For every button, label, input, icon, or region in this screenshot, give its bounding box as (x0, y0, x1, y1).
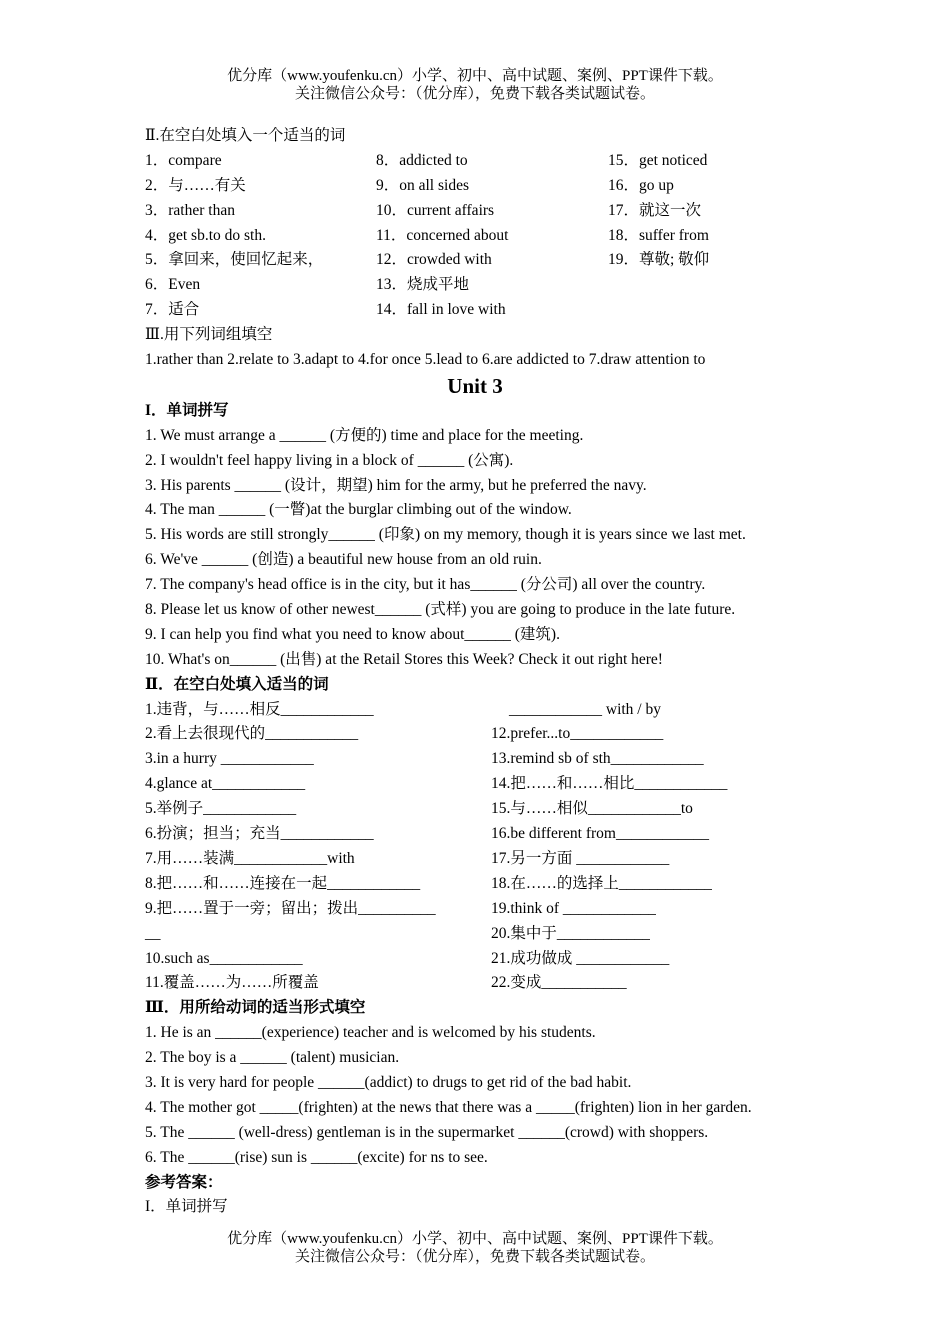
fill-blank-item: 4.glance at____________ (145, 775, 306, 793)
spelling-question: 5. His words are still strongly______ (印象) on my memory, though it is years since we last met. (145, 526, 746, 544)
vocab-row (145, 174, 815, 199)
vocab-item: 6．Even (145, 276, 201, 294)
vocab-item: 1．compare (145, 151, 222, 169)
fill-blank-item: 5.举例子____________ (145, 800, 297, 818)
vocab-item: 14．fall in love with (376, 301, 506, 319)
verb-form-question: 2. The boy is a ______ (talent) musician. (145, 1049, 400, 1067)
verb-form-question: 6. The ______(rise) sun is ______(excite) for ns to see. (145, 1148, 488, 1166)
spelling-question: 3. His parents ______ (设计，期望) him for the army, but he preferred the navy. (145, 476, 647, 494)
fill-blank-row (145, 797, 815, 822)
fill-blank-row (145, 847, 815, 872)
section1-heading: I．单词拼写 (145, 401, 229, 419)
answers-subheading: I．单词拼写 (145, 1198, 228, 1216)
fill-blank-item: 22.变成___________ (491, 974, 627, 992)
fill-blank-item: 3.in a hurry ____________ (145, 750, 314, 768)
verb-form-question: 3. It is very hard for people ______(addict) to drugs to get rid of the bad habit. (145, 1073, 632, 1091)
verb-form-question: 1. He is an ______(experience) teacher and is welcomed by his students. (145, 1024, 596, 1042)
spelling-question: 10. What's on______ (出售) at the Retail Stores this Week? Check it out right here! (145, 650, 663, 668)
vocab-item: 5．拿回来，使回忆起来， (145, 251, 324, 269)
fill-blank-row (145, 922, 815, 947)
verb-form-question: 5. The ______ (well-dress) gentleman is in the supermarket ______(crowd) with shoppers. (145, 1123, 709, 1141)
prev-section3-answers: 1.rather than 2.relate to 3.adapt to 4.for once 5.lead to 6.are addicted to 7.draw attention to (145, 351, 706, 369)
fill-blank-row (145, 822, 815, 847)
vocab-row (145, 298, 815, 323)
spelling-question: 2. I wouldn't feel happy living in a block of ______ (公寓). (145, 451, 514, 469)
vocab-item: 17．就这一次 (608, 201, 702, 219)
vocab-row (145, 199, 815, 224)
spelling-question: 8. Please let us know of other newest______ (式样) you are going to produce in the late future. (145, 601, 736, 619)
vocab-item: 12．crowded with (376, 251, 492, 269)
page-header (0, 67, 950, 103)
vocab-item: 15．get noticed (608, 151, 708, 169)
vocab-item: 19．尊敬; 敬仰 (608, 251, 710, 269)
prev-section2-grid (145, 149, 815, 323)
fill-blank-item: ____________ with / by (509, 700, 661, 718)
page-footer (0, 1230, 950, 1266)
fill-blank-item: 7.用……装满____________with (145, 849, 355, 867)
fill-blank-row (145, 698, 815, 723)
fill-blank-item: 21.成功做成 ____________ (491, 949, 670, 967)
fill-blank-item: 9.把……置于一旁；留出；拨出__________ (145, 899, 436, 917)
fill-blank-item: 11.覆盖……为……所覆盖 (145, 974, 319, 992)
footer-line-2: 关注微信公众号：（优分库），免费下载各类试题试卷。 (294, 1249, 655, 1265)
spelling-question: 6. We've ______ (创造) a beautiful new house from an old ruin. (145, 551, 542, 569)
vocab-item: 11．concerned about (376, 226, 509, 244)
fill-blank-item: 2.看上去很现代的____________ (145, 725, 359, 743)
section3-heading: Ⅲ．用所给动词的适当形式填空 (145, 999, 366, 1017)
vocab-item: 9．on all sides (376, 176, 469, 194)
fill-blank-item: 12.prefer...to____________ (491, 725, 664, 743)
vocab-item: 2．与……有关 (145, 176, 246, 194)
fill-blank-row (145, 747, 815, 772)
fill-blank-item: 14.把……和……相比____________ (491, 775, 728, 793)
fill-blank-item: 18.在……的选择上____________ (491, 874, 712, 892)
header-line-2: 关注微信公众号：（优分库），免费下载各类试题试卷。 (294, 86, 655, 102)
vocab-item: 18．suffer from (608, 226, 709, 244)
fill-blank-item: 16.be different from____________ (491, 825, 709, 843)
fill-blank-item: 20.集中于____________ (491, 924, 650, 942)
prev-section2-heading: Ⅱ.在空白处填入一个适当的词 (145, 127, 346, 144)
fill-blank-item: 13.remind sb of sth____________ (491, 750, 704, 768)
spelling-question: 1. We must arrange a ______ (方便的) time and place for the meeting. (145, 426, 584, 444)
fill-blank-row (145, 897, 815, 922)
vocab-item: 4．get sb.to do sth. (145, 226, 266, 244)
fill-blank-item: 17.另一方面 ____________ (491, 849, 670, 867)
vocab-row (145, 224, 815, 249)
vocab-item: 10．current affairs (376, 201, 495, 219)
fill-blank-item: 6.扮演；担当；充当____________ (145, 825, 374, 843)
fill-blank-item: 10.such as____________ (145, 949, 303, 967)
vocab-item: 3．rather than (145, 201, 235, 219)
footer-line-1: 优分库（www.youfenku.cn）小学、初中、高中试题、案例、PPT课件下载。 (227, 1231, 723, 1247)
prev-section3-heading: Ⅲ.用下列词组填空 (145, 326, 273, 344)
verb-form-question: 4. The mother got _____(frighten) at the news that there was a _____(frighten) lion in her garden. (145, 1098, 752, 1116)
fill-blank-row (145, 872, 815, 897)
fill-blank-item: 8.把……和……连接在一起____________ (145, 874, 421, 892)
spelling-question: 4. The man ______ (一瞥)at the burglar climbing out of the window. (145, 501, 572, 519)
spelling-question: 7. The company's head office is in the city, but it has______ (分公司) all over the country. (145, 576, 706, 594)
vocab-item: 16．go up (608, 176, 674, 194)
vocab-row (145, 273, 815, 298)
vocab-item: 13．烧成平地 (376, 276, 470, 294)
spelling-question: 9. I can help you find what you need to know about______ (建筑). (145, 625, 560, 643)
answers-heading: 参考答案： (145, 1173, 223, 1191)
section2-grid (145, 698, 815, 997)
page-content (145, 124, 815, 1220)
fill-blank-item: 15.与……相似____________to (491, 800, 693, 818)
vocab-row (145, 248, 815, 273)
header-line-1: 优分库（www.youfenku.cn）小学、初中、高中试题、案例、PPT课件下载。 (227, 68, 723, 84)
section1-list (145, 424, 815, 673)
section3-list (145, 1021, 815, 1170)
fill-blank-item: 19.think of ____________ (491, 899, 656, 917)
fill-blank-item: 1.违背，与……相反____________ (145, 700, 374, 718)
fill-blank-row (145, 722, 815, 747)
vocab-item: 7．适合 (145, 301, 200, 319)
vocab-row (145, 149, 815, 174)
fill-blank-row (145, 971, 815, 996)
vocab-item: 8．addicted to (376, 151, 468, 169)
fill-blank-row (145, 772, 815, 797)
section2-heading: Ⅱ．在空白处填入适当的词 (145, 675, 329, 693)
fill-blank-item: __ (145, 924, 161, 942)
fill-blank-row (145, 947, 815, 972)
unit-title: Unit 3 (447, 373, 503, 398)
